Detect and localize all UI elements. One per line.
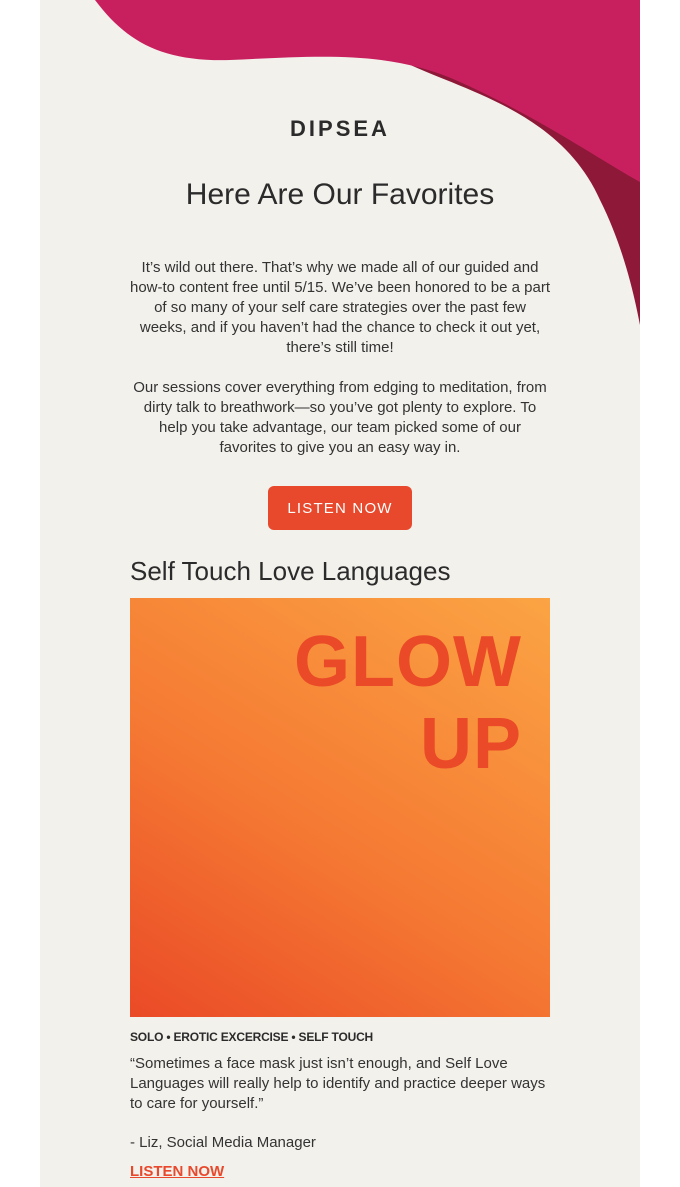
brand-logo[interactable]: DIPSEA (290, 116, 390, 141)
page-title: Here Are Our Favorites (185, 178, 495, 211)
feature-tags: SOLO • EROTIC EXCERCISE • SELF TOUCH (130, 1030, 374, 1044)
glow-up-cover-image[interactable] (130, 598, 550, 1017)
decorative-wave-pink (95, 0, 640, 182)
cover-text-glow: GLOW (294, 622, 522, 702)
listen-now-button[interactable]: LISTEN NOW (268, 486, 412, 530)
testimonial-quote: “Sometimes a face mask just isn’t enough, and Self Love Languages will really help to identify and practice deeper ways to care for yourself.” (130, 1055, 546, 1112)
email-body (40, 0, 640, 1187)
cover-text-up: UP (419, 704, 522, 784)
testimonial-attribution: - Liz, Social Media Manager (130, 1134, 316, 1151)
intro-paragraph: It’s wild out there. That’s why we made all of our guided and how-to content free until 5/15. We’ve been honored to be a part of so many of your self care strategies over the past few weeks, and if you haven’t had the chance to check it out yet, there’s still time! (130, 259, 550, 356)
sessions-paragraph: Our sessions cover everything from edging to meditation, from dirty talk to breathwork—so you’ve got plenty to explore. To help you take advantage, our team picked some of our favorites to give you an easy way in. (133, 379, 547, 456)
feature-listen-now-link[interactable]: LISTEN NOW (130, 1163, 225, 1180)
feature-title: Self Touch Love Languages (130, 556, 451, 586)
